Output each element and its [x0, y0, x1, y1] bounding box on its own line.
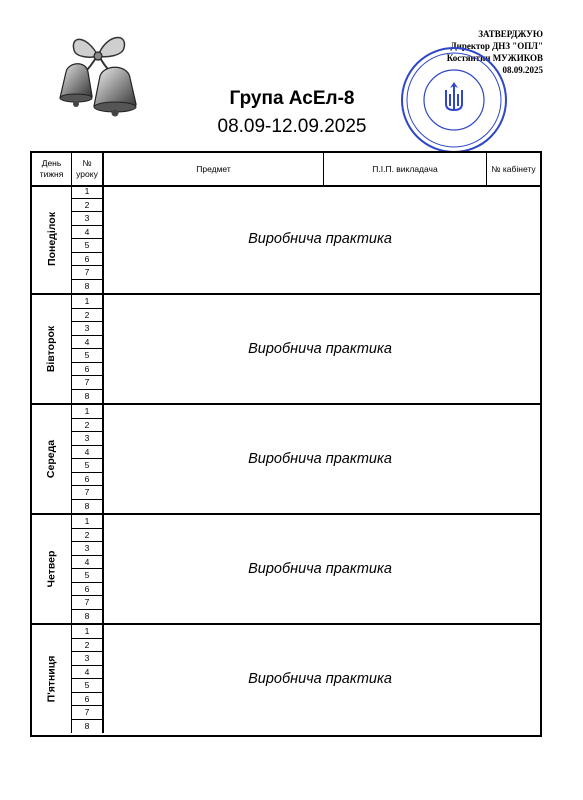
lesson-number: 6	[72, 363, 102, 377]
lesson-number: 8	[84, 390, 90, 401]
approval-position: Директор ДНЗ "ОПЛ"	[450, 41, 543, 51]
lesson-number: 4	[72, 226, 102, 240]
lesson-number: 1	[72, 185, 102, 199]
lesson-number: 1	[72, 625, 102, 639]
day-name-cell	[32, 185, 72, 293]
schedule-table	[30, 151, 542, 737]
lesson-number: 7	[72, 706, 102, 720]
subject-cell	[104, 405, 540, 513]
subject-cell	[104, 295, 540, 403]
bells-with-bow-icon	[48, 26, 148, 118]
lesson-number: 2	[72, 199, 102, 213]
header-lesson-number: № уроку	[72, 153, 104, 185]
subject-cell	[104, 625, 540, 733]
lesson-number: 2	[72, 529, 102, 543]
lesson-number: 8	[84, 720, 90, 731]
lesson-number: 5	[72, 569, 102, 583]
day-name: П'ятниця	[45, 655, 58, 703]
lesson-number: 3	[72, 652, 102, 666]
day-name-cell	[32, 625, 72, 733]
subject-text: Виробнича практика	[248, 561, 392, 577]
lesson-number-column	[72, 185, 104, 293]
header-room: № кабінету	[491, 163, 536, 174]
lesson-number: 8	[84, 280, 90, 291]
day-block	[32, 295, 540, 405]
subject-cell	[104, 515, 540, 623]
lesson-number: 2	[72, 419, 102, 433]
lesson-number: 3	[72, 212, 102, 226]
lesson-number: 7	[72, 376, 102, 390]
group-title: Група АсЕл-8	[229, 88, 355, 109]
lesson-number: 7	[72, 266, 102, 280]
lesson-number: 5	[72, 349, 102, 363]
approval-name: Костянтин МУЖИКОВ	[446, 53, 543, 63]
day-name-cell	[32, 405, 72, 513]
subject-cell	[104, 185, 540, 293]
day-name: Четвер	[45, 550, 58, 588]
lesson-number: 6	[72, 253, 102, 267]
day-name: Понеділок	[45, 212, 58, 266]
lesson-number: 1	[72, 295, 102, 309]
approval-date: 08.09.2025	[502, 65, 543, 75]
subject-text: Виробнича практика	[248, 341, 392, 357]
lesson-number: 3	[72, 322, 102, 336]
subject-text: Виробнича практика	[248, 671, 392, 687]
lesson-number: 3	[72, 542, 102, 556]
lesson-number: 5	[72, 239, 102, 253]
header-subject: Предмет	[104, 153, 324, 185]
subject-text: Виробнича практика	[248, 231, 392, 247]
day-name-cell	[32, 295, 72, 403]
lesson-number: 4	[72, 556, 102, 570]
lesson-number: 2	[72, 309, 102, 323]
lesson-number-column	[72, 405, 104, 513]
lesson-number: 8	[84, 500, 90, 511]
day-name: Вівторок	[45, 325, 58, 373]
day-name: Середа	[45, 439, 58, 479]
approval-title: ЗАТВЕРДЖУЮ	[478, 29, 543, 39]
lesson-number: 3	[72, 432, 102, 446]
header-teacher: П.І.П. викладача	[324, 153, 487, 185]
lesson-number: 4	[72, 446, 102, 460]
lesson-number: 1	[72, 515, 102, 529]
lesson-number: 7	[72, 596, 102, 610]
lesson-number: 5	[72, 679, 102, 693]
lesson-number: 6	[72, 473, 102, 487]
lesson-number: 2	[72, 639, 102, 653]
lesson-number: 6	[72, 693, 102, 707]
day-block	[32, 405, 540, 515]
lesson-number: 4	[72, 336, 102, 350]
table-header	[32, 153, 540, 187]
day-block	[32, 185, 540, 295]
lesson-number: 7	[72, 486, 102, 500]
day-name-cell	[32, 515, 72, 623]
subject-text: Виробнича практика	[248, 451, 392, 467]
header-day: День тижня	[32, 153, 72, 185]
lesson-number-column	[72, 515, 104, 623]
day-block	[32, 515, 540, 625]
lesson-number: 8	[84, 610, 90, 621]
lesson-number-column	[72, 295, 104, 403]
lesson-number: 6	[72, 583, 102, 597]
date-range: 08.09-12.09.2025	[217, 116, 367, 137]
lesson-number-column	[72, 625, 104, 733]
day-block	[32, 625, 540, 733]
lesson-number: 1	[72, 405, 102, 419]
lesson-number: 4	[72, 666, 102, 680]
lesson-number: 5	[72, 459, 102, 473]
